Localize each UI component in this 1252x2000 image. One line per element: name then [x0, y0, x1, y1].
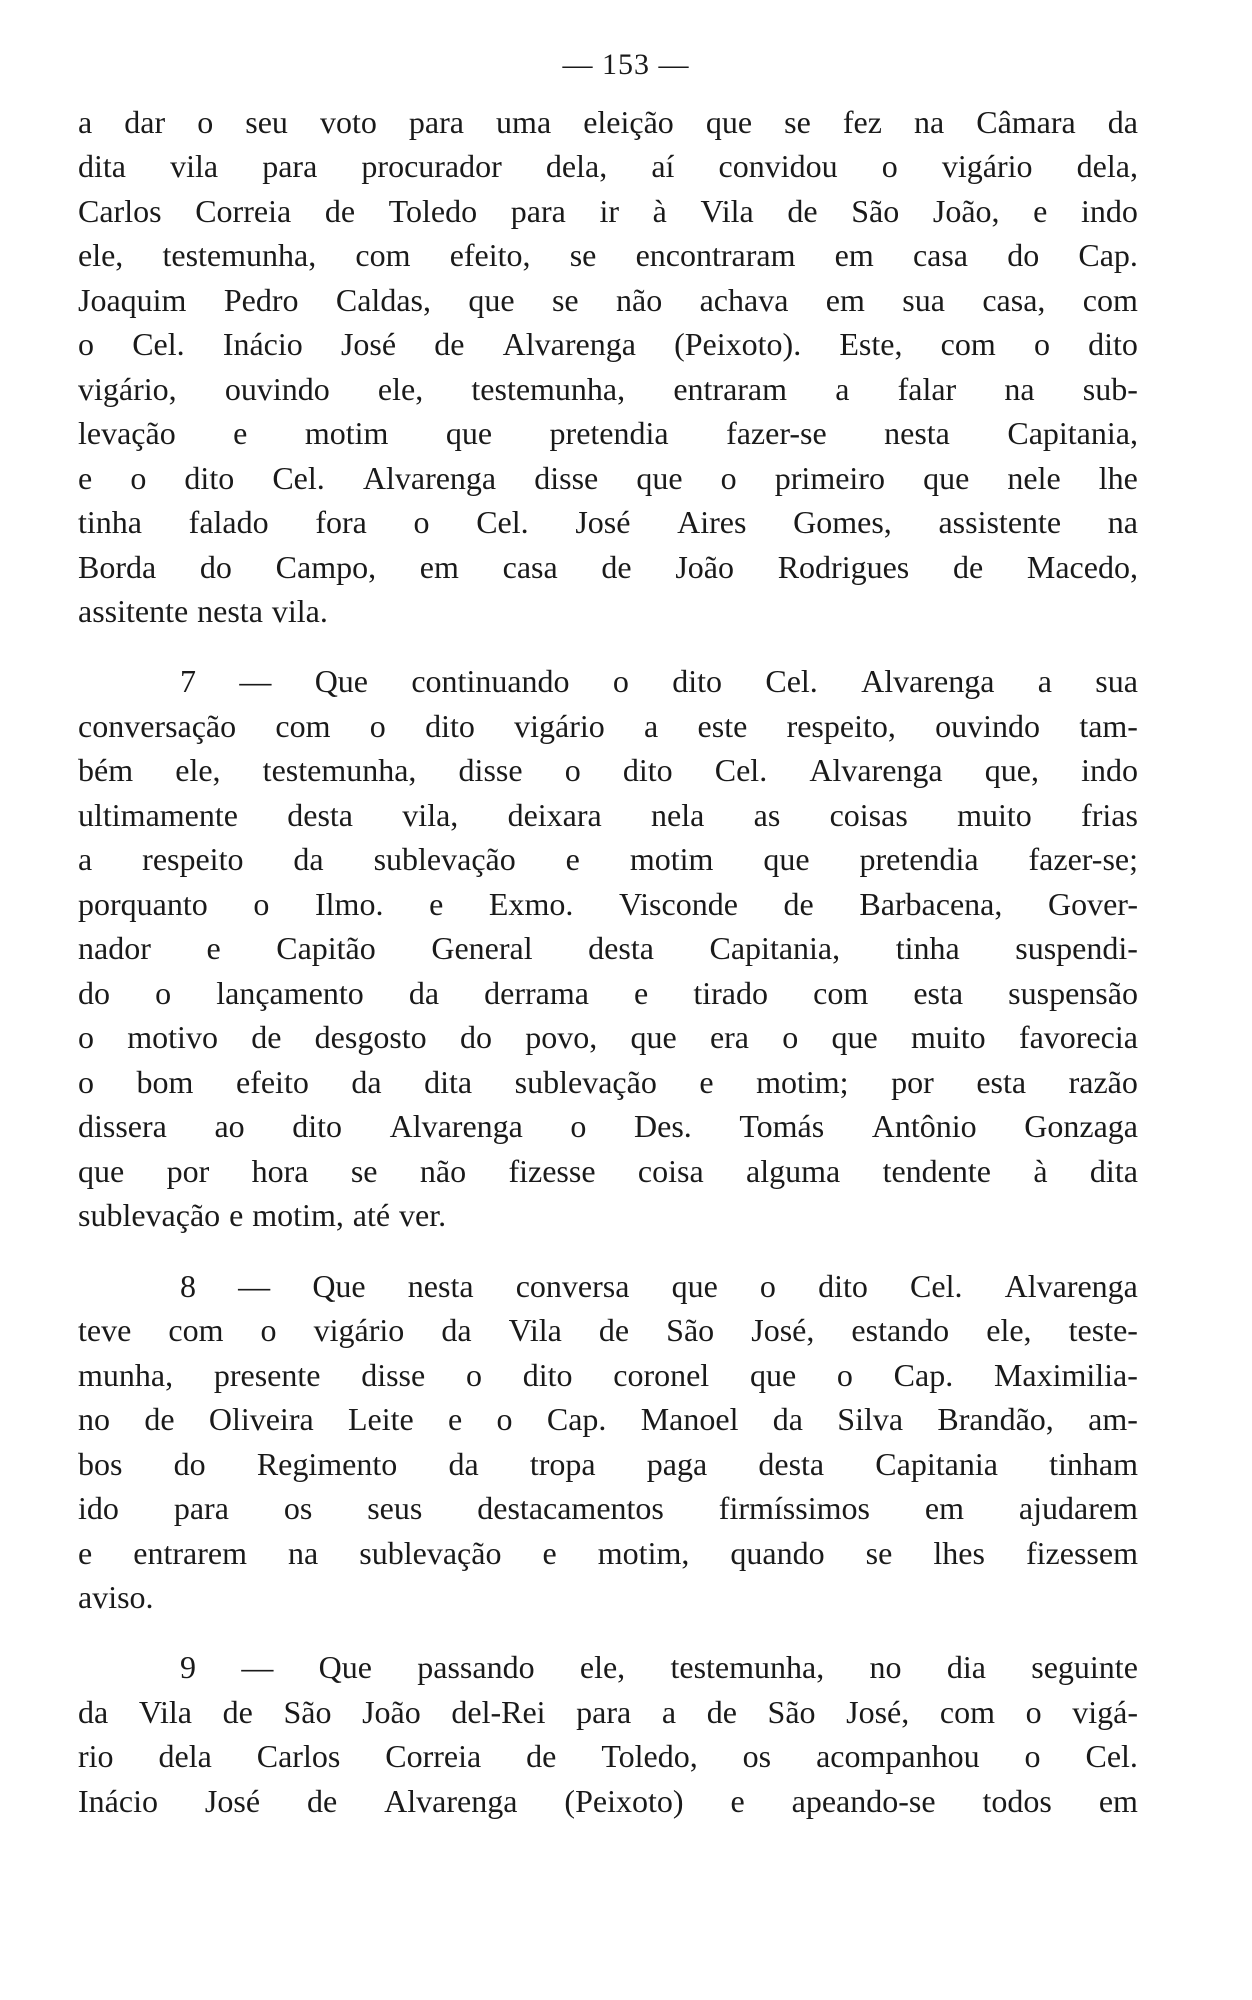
- text-line: da Vila de São João del-Rei para a de São José, com o vigá-: [78, 1694, 1138, 1730]
- text-line: o bom efeito da dita sublevação e motim; por esta razão: [78, 1064, 1138, 1100]
- text-line: e entrarem na sublevação e motim, quando se lhes fizessem: [78, 1535, 1138, 1571]
- text-line: dissera ao dito Alvarenga o Des. Tomás Antônio Gonzaga: [78, 1108, 1138, 1144]
- text-line: bos do Regimento da tropa paga desta Capitania tinham: [78, 1446, 1138, 1482]
- text-line: e o dito Cel. Alvarenga disse que o primeiro que nele lhe: [78, 460, 1138, 496]
- text-line: ido para os seus destacamentos firmíssimos em ajudarem: [78, 1490, 1138, 1526]
- text-line: 8 — Que nesta conversa que o dito Cel. Alvarenga: [180, 1268, 1138, 1304]
- text-line: o motivo de desgosto do povo, que era o que muito favorecia: [78, 1019, 1138, 1055]
- text-line: levação e motim que pretendia fazer-se nesta Capitania,: [78, 415, 1138, 451]
- text-line: tinha falado fora o Cel. José Aires Gomes, assistente na: [78, 504, 1138, 540]
- text-line: o Cel. Inácio José de Alvarenga (Peixoto). Este, com o dito: [78, 326, 1138, 362]
- text-line: bém ele, testemunha, disse o dito Cel. Alvarenga que, indo: [78, 752, 1138, 788]
- text-line: porquanto o Ilmo. e Exmo. Visconde de Barbacena, Gover-: [78, 886, 1138, 922]
- text-line: 9 — Que passando ele, testemunha, no dia seguinte: [180, 1649, 1138, 1685]
- text-line: aviso.: [78, 1579, 154, 1615]
- text-line: teve com o vigário da Vila de São José, estando ele, teste-: [78, 1312, 1138, 1348]
- text-line: 7 — Que continuando o dito Cel. Alvarenga a sua: [180, 663, 1138, 699]
- text-line: dita vila para procurador dela, aí convidou o vigário dela,: [78, 148, 1138, 184]
- text-line: do o lançamento da derrama e tirado com esta suspensão: [78, 975, 1138, 1011]
- text-line: Joaquim Pedro Caldas, que se não achava em sua casa, com: [78, 282, 1138, 318]
- text-line: Borda do Campo, em casa de João Rodrigues de Macedo,: [78, 549, 1138, 585]
- text-line: a respeito da sublevação e motim que pretendia fazer-se;: [78, 841, 1138, 877]
- text-line: que por hora se não fizesse coisa alguma tendente à dita: [78, 1153, 1138, 1189]
- text-line: ultimamente desta vila, deixara nela as coisas muito frias: [78, 797, 1138, 833]
- text-line: vigário, ouvindo ele, testemunha, entraram a falar na sub-: [78, 371, 1138, 407]
- text-line: munha, presente disse o dito coronel que o Cap. Maximilia-: [78, 1357, 1138, 1393]
- text-line: ele, testemunha, com efeito, se encontraram em casa do Cap.: [78, 237, 1138, 273]
- text-line: assitente nesta vila.: [78, 593, 328, 629]
- text-line: rio dela Carlos Correia de Toledo, os acompanhou o Cel.: [78, 1738, 1138, 1774]
- text-line: Carlos Correia de Toledo para ir à Vila de São João, e indo: [78, 193, 1138, 229]
- text-line: conversação com o dito vigário a este respeito, ouvindo tam-: [78, 708, 1138, 744]
- text-line: a dar o seu voto para uma eleição que se fez na Câmara da: [78, 104, 1138, 140]
- text-line: Inácio José de Alvarenga (Peixoto) e apeando-se todos em: [78, 1783, 1138, 1819]
- text-line: sublevação e motim, até ver.: [78, 1197, 447, 1233]
- page-number: — 153 —: [562, 48, 690, 81]
- text-line: nador e Capitão General desta Capitania, tinha suspendi-: [78, 930, 1138, 966]
- text-line: no de Oliveira Leite e o Cap. Manoel da Silva Brandão, am-: [78, 1401, 1138, 1437]
